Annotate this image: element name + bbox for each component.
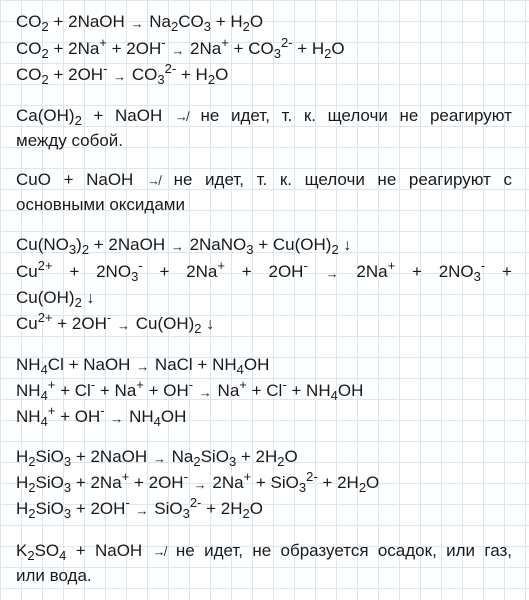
- reaction-arrow: →: [171, 43, 185, 58]
- equation-cuno3-naoh-molecular: $Cu(NO_3)_2$ + 2NaOH → 2NaNO$_3$ + $Cu(OH)_2$ ↓: [16, 235, 352, 257]
- caoh2-naoh-statement: $Ca(OH)_2$ + NaOH ↛ не идет, т. к. щелочи не реагируют: [16, 106, 512, 128]
- equation-co2-naoh-full-ionic: $CO_2 + 2Na^+ + 2OH^- \to 2Na^+ + CO_3^{2-} + H_2O$: [16, 35, 345, 61]
- precipitate-arrow: ↓: [206, 316, 215, 333]
- reaction-arrow: →: [198, 385, 212, 400]
- equation-nh4cl-naoh-short-ionic: $NH_4^+ + OH^- \to NH_4OH$: [16, 403, 187, 429]
- reaction-arrow: →: [193, 477, 207, 492]
- cuo-naoh-statement: CuO + NaOH ↛ не идет, т. к. щелочи не реагируют с: [16, 170, 512, 189]
- equation-h2sio3-naoh-short-ionic: $H_2SiO_3 + 2OH^- \to SiO_3^{2-} + 2H_2O$: [16, 495, 263, 521]
- equation-cuno3-naoh-full-ionic: $Cu^{2+} + 2NO_3^- + 2Na^+ + 2OH^- \to 2Na^+ + 2NO_3^-$ +: [16, 258, 512, 284]
- k2so4-naoh-statement: $K_2SO_4$ + NaOH ↛ не идет, не образуется осадок, или газ,: [16, 541, 512, 563]
- equation-h2sio3-naoh-molecular: $H_2SiO_3$ + 2NaOH → $Na_2SiO_3 + 2H_2O$: [16, 447, 298, 469]
- caoh2-naoh-statement-cont: между собой.: [16, 131, 124, 150]
- reaction-arrow: →: [135, 503, 149, 518]
- no-reaction-arrow: ↛: [146, 173, 160, 188]
- equation-nh4cl-naoh-molecular: $NH_4Cl$ + NaOH → NaCl + $NH_4OH$: [16, 355, 270, 377]
- equation-nh4cl-naoh-full-ionic: $NH_4^+ + Cl^- + Na^+ + OH^- \to Na^+ + Cl^- + NH_4OH$: [16, 377, 364, 403]
- equation-co2-naoh-molecular: $CO_2$ + 2NaOH → $Na_2CO_3 + H_2O$: [16, 12, 264, 34]
- equation-cuno3-naoh-short-ionic: $Cu^{2+} + 2OH^- \to Cu(OH)_2$ ↓: [16, 310, 215, 336]
- equation-cuno3-naoh-full-ionic-cont: $Cu(OH)_2$ ↓: [16, 288, 95, 310]
- reaction-arrow: →: [113, 69, 127, 84]
- no-reaction-arrow: ↛: [152, 544, 166, 559]
- reaction-arrow: →: [136, 359, 150, 374]
- reaction-arrow: →: [152, 451, 166, 466]
- cuo-naoh-statement-cont: основными оксидами: [16, 195, 185, 214]
- precipitate-arrow: ↓: [343, 237, 352, 254]
- no-reaction-arrow: ↛: [174, 109, 188, 124]
- reaction-arrow: →: [110, 411, 124, 426]
- precipitate-arrow: ↓: [86, 290, 95, 307]
- reaction-arrow: →: [325, 266, 339, 281]
- reaction-arrow: →: [130, 16, 144, 31]
- reaction-arrow: →: [170, 239, 184, 254]
- reaction-arrow: →: [116, 318, 130, 333]
- equation-h2sio3-naoh-full-ionic: $H_2SiO_3 + 2Na^+ + 2OH^- \to 2Na^+ + SiO_3^{2-} + 2H_2O$: [16, 469, 380, 495]
- k2so4-naoh-statement-cont: или вода.: [16, 566, 92, 585]
- equation-co2-naoh-short-ionic: $CO_2 + 2OH^- \to CO_3^{2-} + H_2O$: [16, 61, 229, 87]
